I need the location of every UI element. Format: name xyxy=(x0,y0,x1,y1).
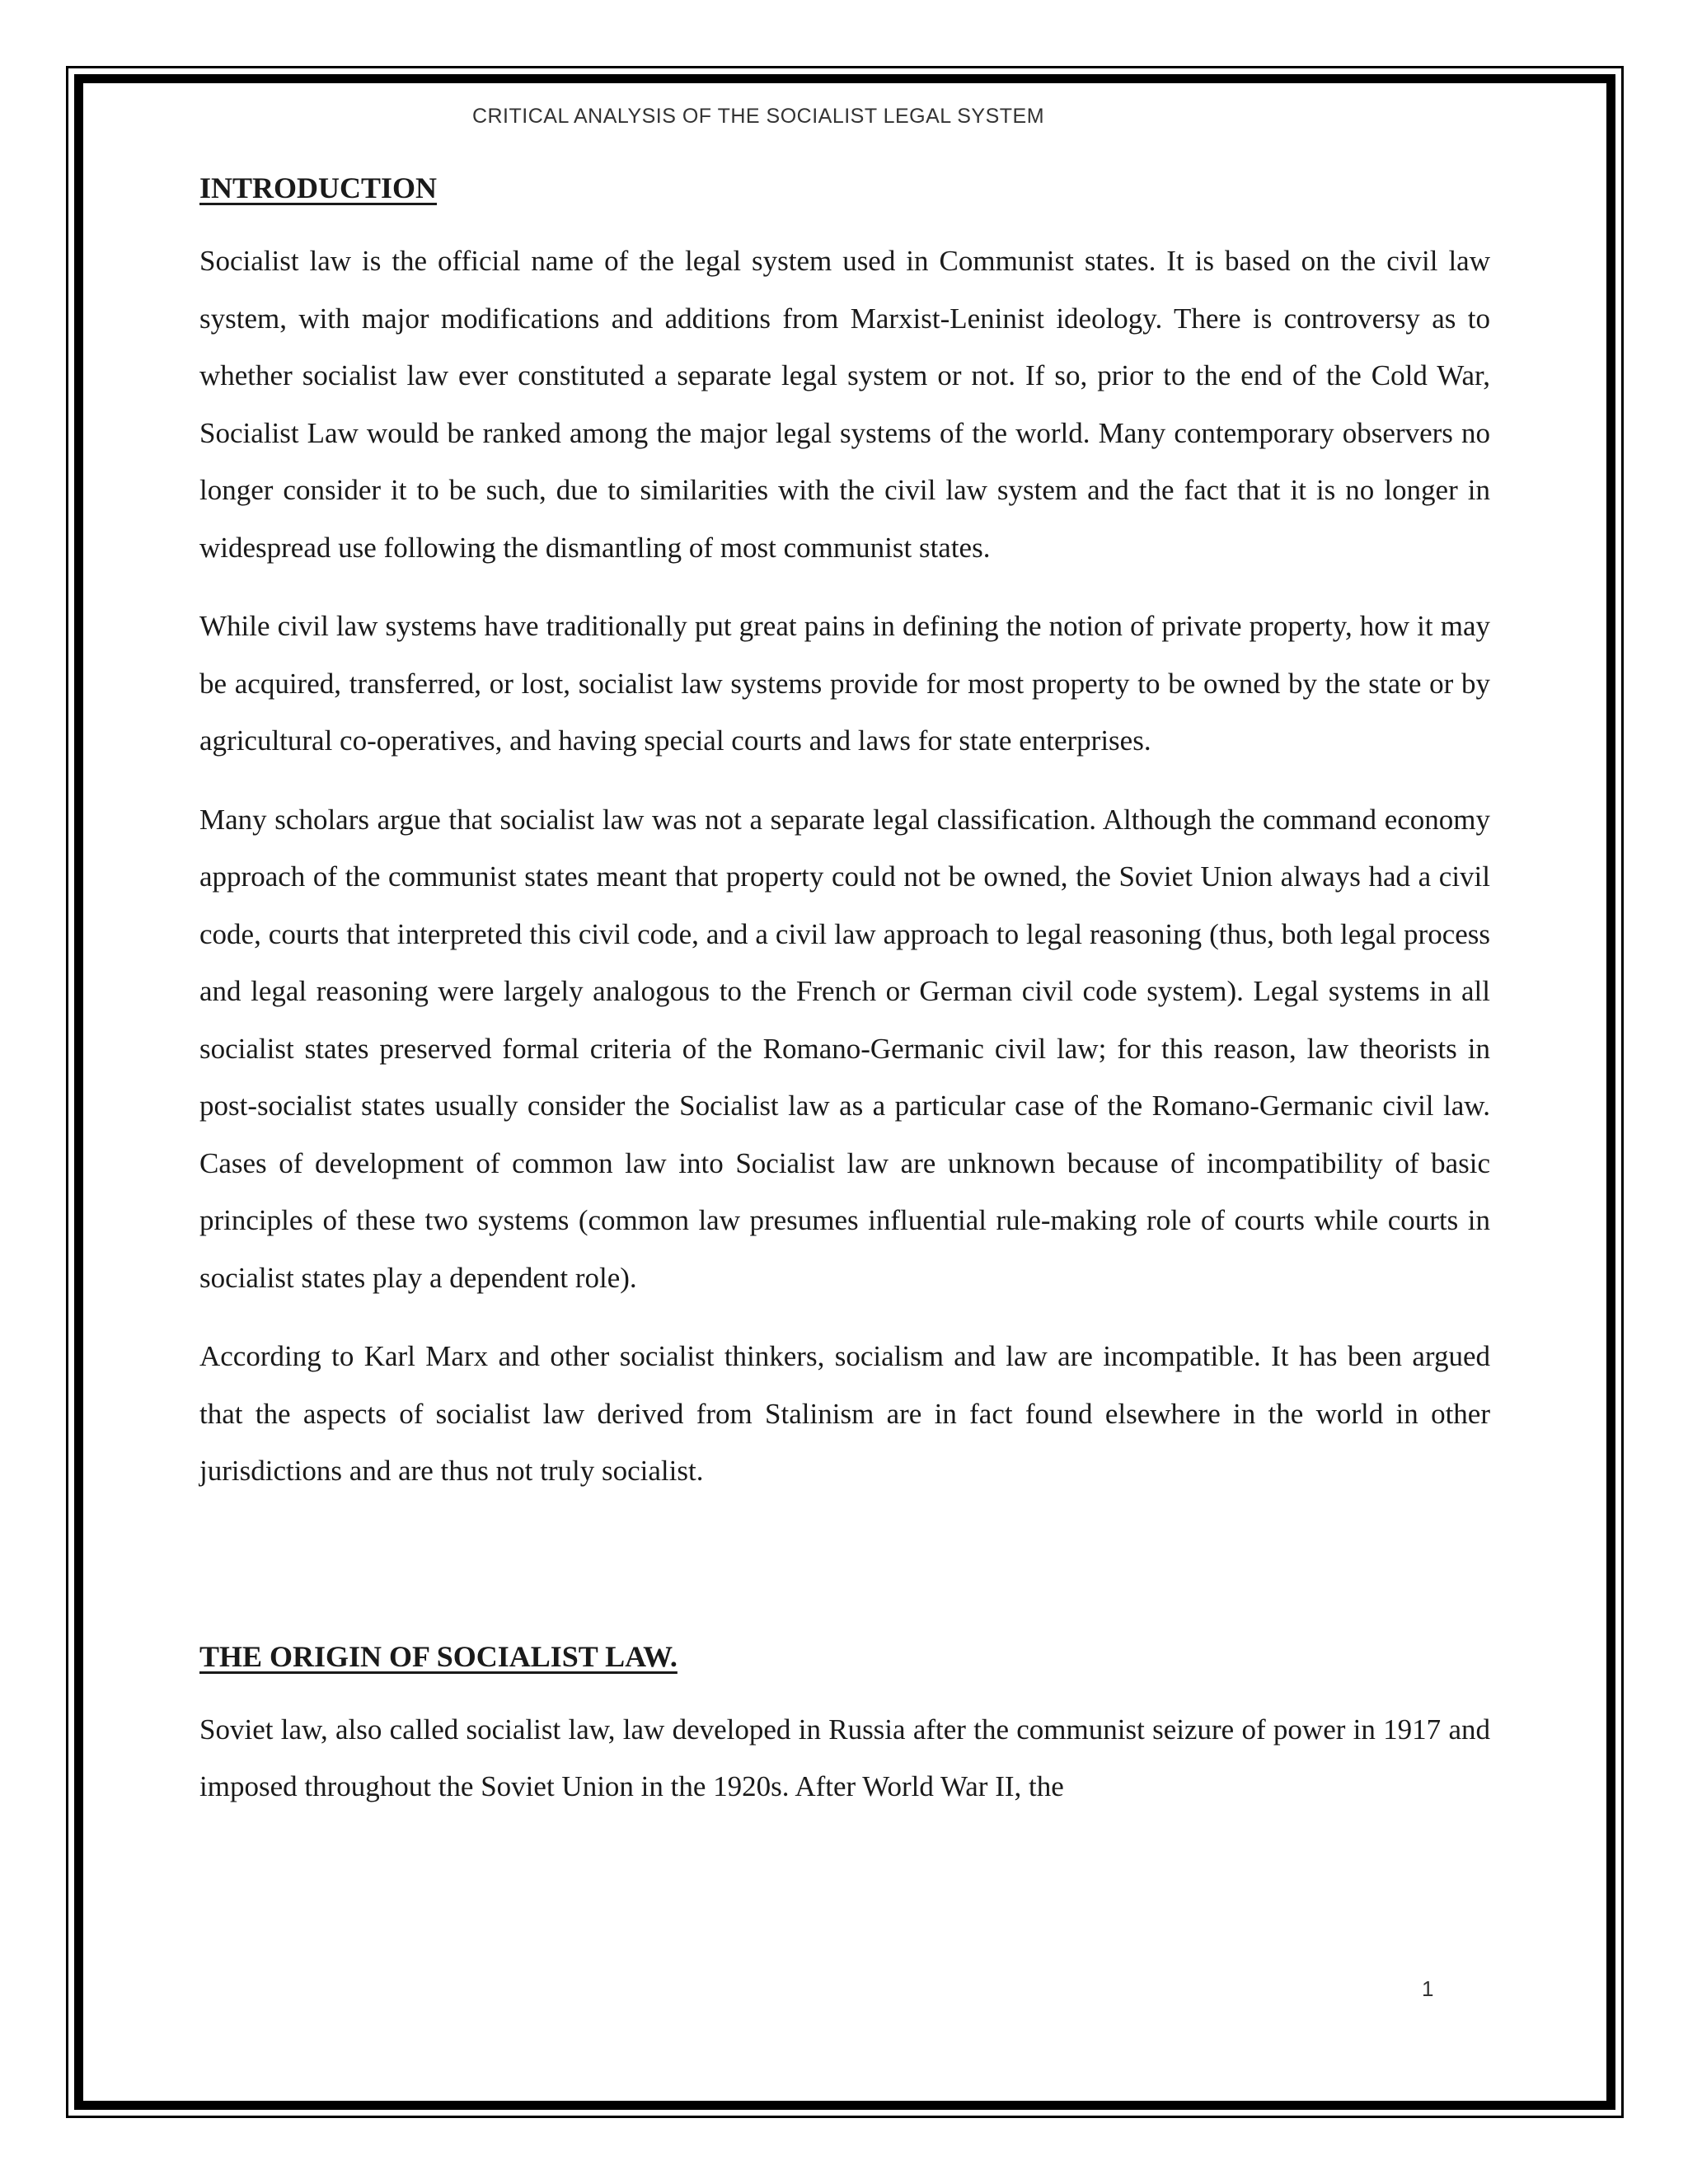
document-body xyxy=(199,163,1490,1837)
page-number: 1 xyxy=(1422,1976,1434,2001)
section-heading-origin: THE ORIGIN OF SOCIALIST LAW. xyxy=(199,1639,678,1673)
running-header: CRITICAL ANALYSIS OF THE SOCIALIST LEGAL SYSTEM xyxy=(471,105,1045,128)
paragraph: While civil law systems have traditionally put great pains in defining the notion of private property, how it may be acquired, transferred, or lost, socialist law systems provide for most property to be owned by the state or by agricultural co-operatives, and having special courts and laws for state enterprises. xyxy=(199,610,1490,757)
paragraph: Soviet law, also called socialist law, law developed in Russia after the communist seizure of power in 1917 and imposed throughout the Soviet Union in the 1920s. After World War II, the xyxy=(199,1713,1490,1802)
paragraph: Socialist law is the official name of the legal system used in Communist states. It is based on the civil law system, with major modifications and additions from Marxist-Leninist ideology. There is controversy as to whether socialist law ever constituted a separate legal system or not. If so, prior to the end of the Cold War, Socialist Law would be ranked among the major legal systems of the world. Many contemporary observers no longer consider it to be such, due to similarities with the civil law system and the fact that it is no longer in widespread use following the dismantling of most communist states. xyxy=(199,245,1490,564)
section-heading-introduction: INTRODUCTION xyxy=(199,171,438,204)
paragraph: According to Karl Marx and other socialist thinkers, socialism and law are incompatible. It has been argued that the aspects of socialist law derived from Stalinism are in fact found elsewhere in the world in other jurisdictions and are thus not truly socialist. xyxy=(199,1340,1490,1487)
paragraph: Many scholars argue that socialist law was not a separate legal classification. Although the command economy approach of the communist states meant that property could not be owned, the Soviet Union always had a civil code, courts that interpreted this civil code, and a civil law approach to legal reasoning (thus, both legal process and legal reasoning were largely analogous to the French or German civil code system). Legal systems in all socialist states preserved formal criteria of the Romano-Germanic civil law; for this reason, law theorists in post-socialist states usually consider the Socialist law as a particular case of the Romano-Germanic civil law. Cases of development of common law into Socialist law are unknown because of incompatibility of basic principles of these two systems (common law presumes influential rule-making role of courts while courts in socialist states play a dependent role). xyxy=(199,803,1490,1294)
